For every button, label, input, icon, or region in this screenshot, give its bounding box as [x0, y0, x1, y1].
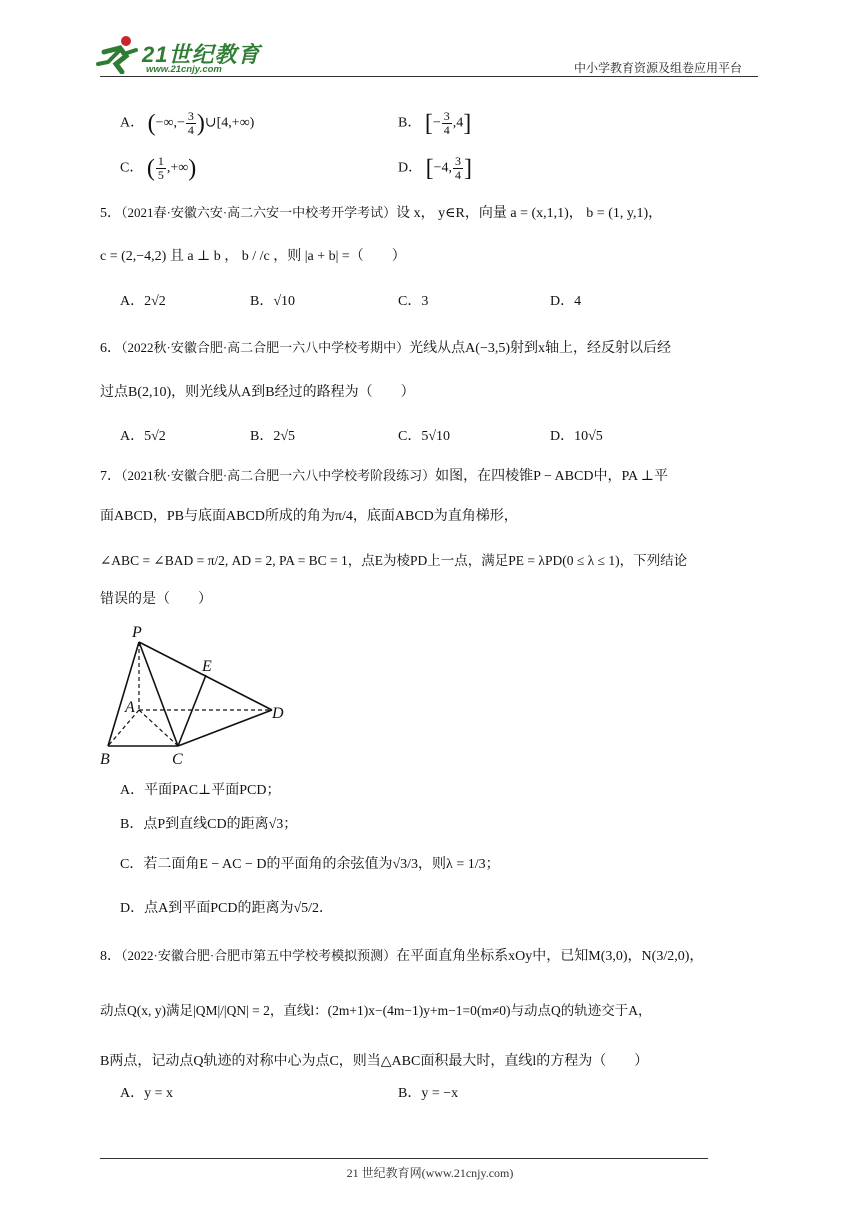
q5-line-1: 5．（2021春·安徽六安·高二六安一中校考开学考试）设 x， y∈R，向量 a = (x,1,1)， b = (1, y,1)， [100, 205, 663, 221]
label-a: A [125, 699, 135, 716]
q7-line-3: ∠ABC = ∠BAD = π/2, AD = 2, PA = BC = 1，点E为棱PD上一点，满足PE = λPD(0 ≤ λ ≤ 1)，下列结论 [100, 553, 688, 568]
footer-divider [100, 1158, 708, 1159]
q7-option-a: A．平面PAC⊥平面PCD； [120, 783, 281, 798]
q7-line-2: 面ABCD，PB与底面ABCD所成的角为π/4，底面ABCD为直角梯形， [100, 509, 518, 524]
q8-option-b: B．y = −x [398, 1086, 459, 1101]
label-e: E [202, 658, 212, 675]
q6-line-1: 6．（2022秋·安徽合肥·高二合肥一六八中学校考期中）光线从点A(−3,5)射到x轴上，经反射以后经 [100, 340, 672, 356]
q7-option-c: C．若二面角E − AC − D的平面角的余弦值为√3/3，则λ = 1/3； [120, 857, 500, 872]
q7-line-1: 7．（2021秋·安徽合肥·高二合肥一六八中学校考阶段练习）如图，在四棱锥P − ABCD中，PA ⊥平 [100, 468, 668, 484]
q6-option-b: B．2√5 [250, 429, 296, 444]
runner-logo-icon [96, 34, 140, 74]
q6-option-c: C．5√10 [398, 429, 451, 444]
label-c: C [172, 751, 183, 768]
label-p: P [132, 624, 142, 641]
q4-option-a: A． (−∞,− $\frac{3}{4}$ )∪[4,+∞) [120, 109, 255, 137]
q8-option-a: A．y = x [120, 1086, 174, 1101]
q6-line-2: 过点B(2,10)，则光线从A到B经过的路程为（ ） [100, 385, 415, 400]
q7-option-b: B．点P到直线CD的距离√3； [120, 817, 298, 832]
label-d: D [272, 705, 284, 722]
q5-option-b: B．√10 [250, 294, 296, 309]
platform-title: 中小学教育资源及组卷应用平台 [574, 61, 743, 75]
q6-option-a: A．5√2 [120, 429, 166, 444]
q6-option-d: D．10√5 [550, 429, 603, 444]
q5-option-d: D．4 [550, 294, 582, 309]
footer-text: 21 世纪教育网(www.21cnjy.com) [346, 1166, 514, 1180]
q8-line-1: 8．（2022·安徽合肥·合肥市第五中学校考模拟预测）在平面直角坐标系xOy中，已知M(3,0)，N(3/2,0)， [100, 948, 704, 964]
q8-line-3: B两点，记动点Q轨迹的对称中心为点C，则当△ABC面积最大时，直线l的方程为（ ） [100, 1054, 649, 1069]
pyramid-figure [96, 622, 296, 772]
header-divider [100, 76, 758, 77]
q5-option-a: A．2√2 [120, 294, 166, 309]
q7-line-4: 错误的是（ ） [100, 592, 212, 607]
logo-url: www.21cnjy.com [146, 64, 222, 75]
q5-option-c: C．3 [398, 294, 429, 309]
q4-option-d: D． [−4, $\frac{3}{4}$ ] [398, 154, 473, 182]
q4-option-b: B． [− $\frac{3}{4}$ ,4] [398, 109, 472, 137]
logo-brand: 21世纪教育 [142, 42, 261, 67]
q5-line-2: c = (2,−4,2) 且 a ⊥ b ， b / /c ，则 |a + b| =（ ） [100, 249, 406, 264]
q7-option-d: D．点A到平面PCD的距离为√5/2． [120, 901, 334, 916]
label-b: B [100, 751, 110, 768]
q4-option-c: C． ( $\frac{1}{5}$ ,+∞) [120, 154, 197, 182]
q8-line-2: 动点Q(x, y)满足|QM|/|QN| = 2，直线l：(2m+1)x−(4m−1)y+m−1=0(m≠0)与动点Q的轨迹交于A， [100, 1003, 652, 1018]
